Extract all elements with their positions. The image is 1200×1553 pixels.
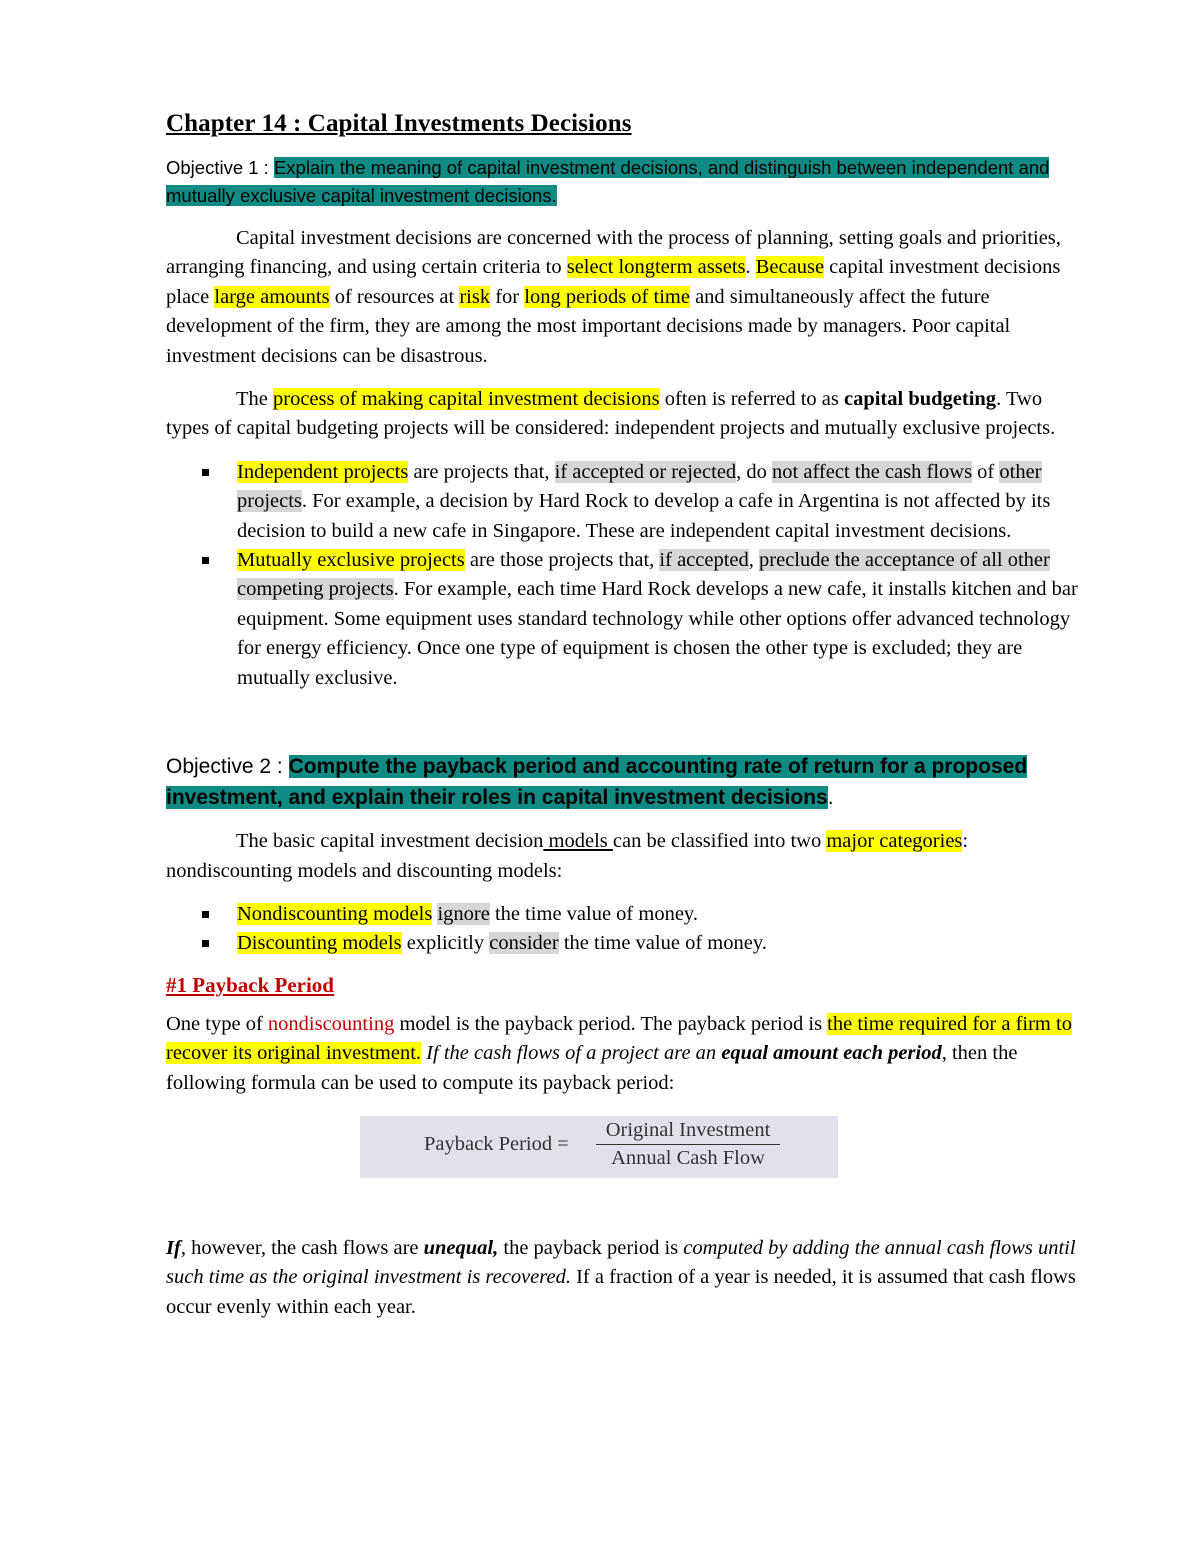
model-types-list xyxy=(166,900,1090,959)
text-run: . xyxy=(827,786,834,810)
text-run: of xyxy=(972,460,1000,483)
highlight-select-longterm-assets: select longterm assets xyxy=(566,256,746,279)
text-run: : nondiscounting models and discounting models: xyxy=(166,830,969,882)
chapter-title: Chapter 14 : Capital Investments Decisions xyxy=(166,110,632,137)
bold-italic-run: equal amount each period xyxy=(721,1042,942,1065)
text-run: . Two types of capital budgeting projects will be considered: independent projects and mutually exclusive projects. xyxy=(166,388,1056,440)
highlight-time-required: the time required for a firm to recover its original investment. xyxy=(166,1012,1072,1065)
text-run: . For example, each time Hard Rock develops a new cafe, it installs kitchen and bar equipment. Some equipment uses standard technology while other options offer advanced technology for energy efficiency. Once one type of equipment is chosen the other type is excluded; they are mutually exclusive. xyxy=(237,578,1078,689)
objective-1-text: Explain the meaning of capital investment decisions, and distinguish between independent and mutually exclusive capital investment decisions. xyxy=(166,157,1050,206)
formula-equals: = xyxy=(557,1132,569,1155)
gray-highlight: preclude the acceptance of all other competing projects xyxy=(237,549,1050,601)
text-run: The basic capital investment decision xyxy=(236,830,544,853)
highlight-long-periods: long periods of time xyxy=(524,285,690,308)
bullet-square-icon xyxy=(202,911,209,918)
paragraph-capital-budgeting xyxy=(166,385,1090,444)
bold-capital-budgeting: capital budgeting xyxy=(843,388,997,411)
paragraph-unequal-cash-flows xyxy=(166,1234,1090,1322)
project-types-list xyxy=(166,458,1090,693)
paragraph-payback-definition xyxy=(166,1010,1090,1098)
underlined-models: models xyxy=(543,830,613,853)
highlight-risk: risk xyxy=(459,285,491,308)
objective-2-text: Compute the payback period and accounting rate of return for a proposed investment, and explain their roles in capital investment decisions xyxy=(166,755,1028,810)
formula-numerator: Original Investment xyxy=(596,1119,780,1145)
objective-2 xyxy=(166,751,1090,813)
text-run: , then the following formula can be used to compute its payback period: xyxy=(166,1042,1018,1094)
italic-run: computed by adding the annual cash flows until such time as the original investment is recovered. xyxy=(166,1236,1076,1289)
gray-highlight: other projects xyxy=(237,460,1042,513)
list-item-independent xyxy=(166,458,1090,546)
text-run: can be classified into two xyxy=(612,830,827,853)
highlight-major-categories: major categories xyxy=(826,830,963,853)
gray-highlight: if accepted xyxy=(659,549,749,572)
objective-2-label: Objective 2 : xyxy=(166,755,289,779)
highlight-nondiscounting-models: Nondiscounting models xyxy=(237,902,433,925)
text-run: the payback period is xyxy=(498,1236,684,1259)
gray-highlight: consider xyxy=(489,932,559,955)
paragraph-model-categories xyxy=(166,827,1090,886)
section-spacer xyxy=(166,707,1090,751)
text-run: Capital investment decisions are concerned with the process of planning, setting goals and priorities, arranging financing, and using certain criteria to xyxy=(166,227,1061,279)
objective-1 xyxy=(166,154,1090,210)
text-run: often is referred to as xyxy=(659,388,844,411)
text-run: are projects that, xyxy=(408,460,555,483)
text-run: The xyxy=(236,388,273,411)
bold-italic-run: unequal, xyxy=(423,1236,499,1259)
list-item-nondiscounting xyxy=(166,900,1090,929)
formula-left-label: Payback Period xyxy=(424,1132,553,1155)
highlight-independent-projects: Independent projects xyxy=(237,460,409,483)
list-item-mutually-exclusive xyxy=(166,546,1090,693)
text-run: . For example, a decision by Hard Rock to develop a cafe in Argentina is not affected by its decision to build a new cafe in Singapore. These are independent capital investment decisions. xyxy=(237,490,1051,542)
formula-fraction xyxy=(596,1119,780,1170)
text-run: and simultaneously affect the future development of the firm, they are among the most important decisions made by managers. Poor capital investment decisions can be disastrous. xyxy=(166,285,1011,367)
text-run: of resources at xyxy=(329,285,460,308)
bullet-square-icon xyxy=(202,557,209,564)
text-run: the time value of money. xyxy=(558,932,767,955)
highlight-large-amounts: large amounts xyxy=(214,285,330,308)
text-run: , however, the cash flows are xyxy=(180,1236,424,1259)
bold-italic-run: If xyxy=(166,1236,181,1259)
highlight-because: Because xyxy=(755,256,825,279)
gray-highlight: if accepted or rejected xyxy=(554,460,737,483)
paragraph-capital-investment xyxy=(166,224,1090,371)
formula-denominator: Annual Cash Flow xyxy=(611,1146,765,1169)
text-run: capital investment decisions place xyxy=(166,256,1061,308)
gray-highlight: ignore xyxy=(437,902,490,925)
text-run: , do xyxy=(736,460,773,483)
italic-run: If the cash flows of a project are an xyxy=(426,1042,722,1065)
text-run: One type of xyxy=(166,1012,268,1035)
document-content xyxy=(166,110,1090,1336)
objective-1-label: Objective 1 : xyxy=(166,157,274,178)
text-run: explicitly xyxy=(401,932,490,955)
text-run: for xyxy=(490,285,525,308)
text-run: the time value of money. xyxy=(489,902,698,925)
text-run: . xyxy=(745,256,756,279)
payback-formula xyxy=(360,1116,838,1178)
formula-left-side xyxy=(424,1133,569,1156)
highlight-process: process of making capital investment decisions xyxy=(273,388,660,411)
heading-payback-period: #1 Payback Period xyxy=(166,972,334,997)
red-nondiscounting: nondiscounting xyxy=(267,1012,395,1035)
gray-highlight: not affect the cash flows xyxy=(772,460,973,483)
text-run: , xyxy=(748,549,760,572)
text-run: If a fraction of a year is needed, it is assumed that cash flows occur evenly within each year. xyxy=(166,1266,1076,1318)
list-item-discounting xyxy=(166,929,1090,958)
text-run: are those projects that, xyxy=(464,549,660,572)
bullet-square-icon xyxy=(202,940,209,947)
highlight-mutually-exclusive-projects: Mutually exclusive projects xyxy=(237,549,465,572)
text-run: model is the payback period. The payback period is xyxy=(394,1012,828,1035)
bullet-square-icon xyxy=(202,469,209,476)
highlight-discounting-models: Discounting models xyxy=(237,932,402,955)
